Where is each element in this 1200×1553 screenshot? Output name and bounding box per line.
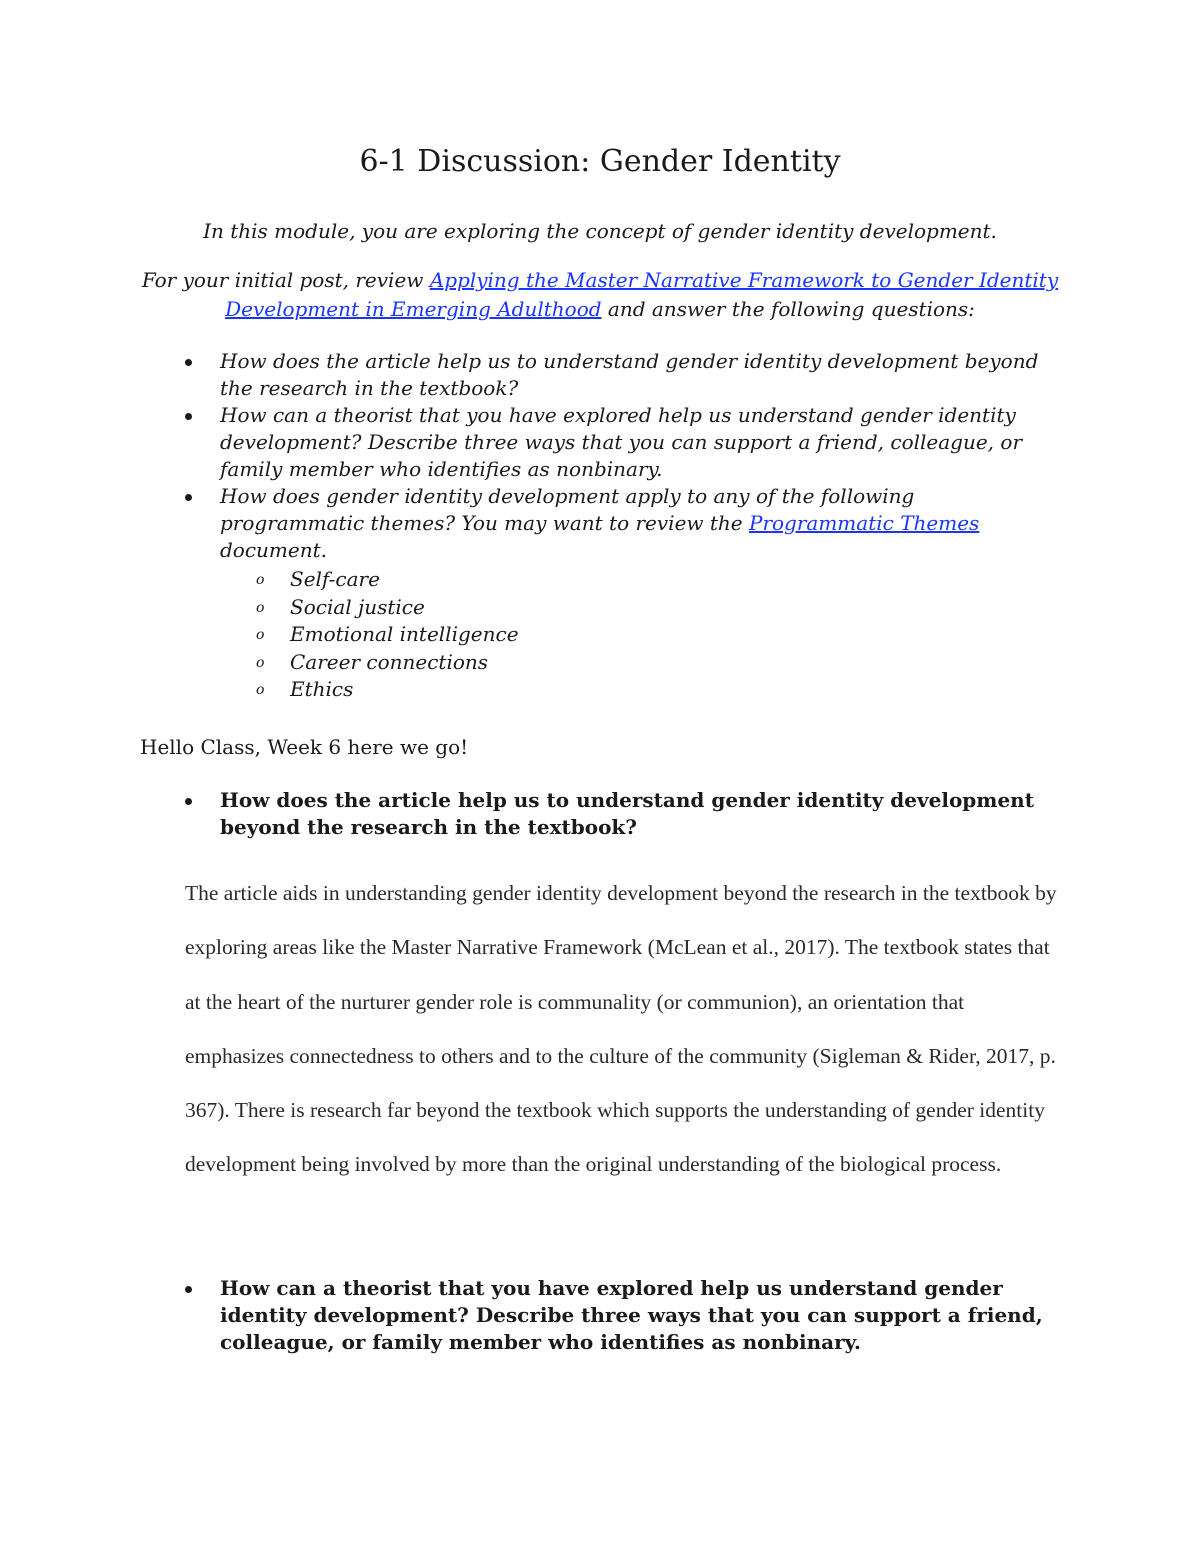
- response-question-1: [180, 787, 1070, 841]
- theme-item: o Emotional intelligence: [256, 621, 519, 649]
- prompt-question: How can a theorist that you have explored help us understand gender identity development? Describe three ways that you can support a friend, colleague, or family member who identifies as nonbinary.: [180, 402, 1060, 483]
- prompt-question: How does gender identity development apply to any of the following programmatic themes? You may want to review the Programmatic Themes document.: [180, 483, 1060, 564]
- theme-item: o Self-care: [256, 566, 519, 594]
- prompt-question: How does the article help us to understand gender identity development beyond the research in the textbook?: [180, 348, 1060, 402]
- page-title: 6-1 Discussion: Gender Identity: [359, 144, 841, 179]
- programmatic-suffix: document.: [220, 538, 328, 562]
- initial-post-suffix: and answer the following questions:: [601, 297, 975, 321]
- response-question-heading: How can a theorist that you have explored help us understand gender identity development? Describe three ways that you can support a friend, colleague, or family member who identifies as nonbinary.: [180, 1275, 1070, 1356]
- prompt-question-list: [180, 348, 1060, 564]
- response-question-heading: How does the article help us to understand gender identity development beyond the research in the textbook?: [180, 787, 1070, 841]
- initial-post-prefix: For your initial post, review: [141, 268, 430, 292]
- theme-item: o Career connections: [256, 649, 519, 677]
- response-answer-1: The article aids in understanding gender identity development beyond the research in the textbook by exploring areas like the Master Narrative Framework (McLean et al., 2017). The textbook states that at the heart of the nurturer gender role is communality (or communion), an orientation that emphasizes connectedness to others and to the culture of the community (Sigleman & Rider, 2017, p. 367). There is research far beyond the textbook which supports the understanding of gender identity development being involved by more than the original understanding of the biological process.: [185, 881, 1057, 1177]
- intro-text: In this module, you are exploring the concept of gender identity development.: [203, 219, 997, 243]
- programmatic-themes-link[interactable]: Programmatic Themes: [749, 511, 980, 535]
- response-greeting: Hello Class, Week 6 here we go!: [140, 735, 469, 759]
- programmatic-themes-list: [256, 566, 519, 704]
- initial-post-instructions: [140, 266, 1060, 324]
- theme-item: o Ethics: [256, 676, 519, 704]
- article-link[interactable]: Applying the Master Narrative Framework to Gender Identity Development in Emerging Adulthood: [225, 268, 1059, 321]
- response-question-2: [180, 1275, 1070, 1356]
- theme-item: o Social justice: [256, 594, 519, 622]
